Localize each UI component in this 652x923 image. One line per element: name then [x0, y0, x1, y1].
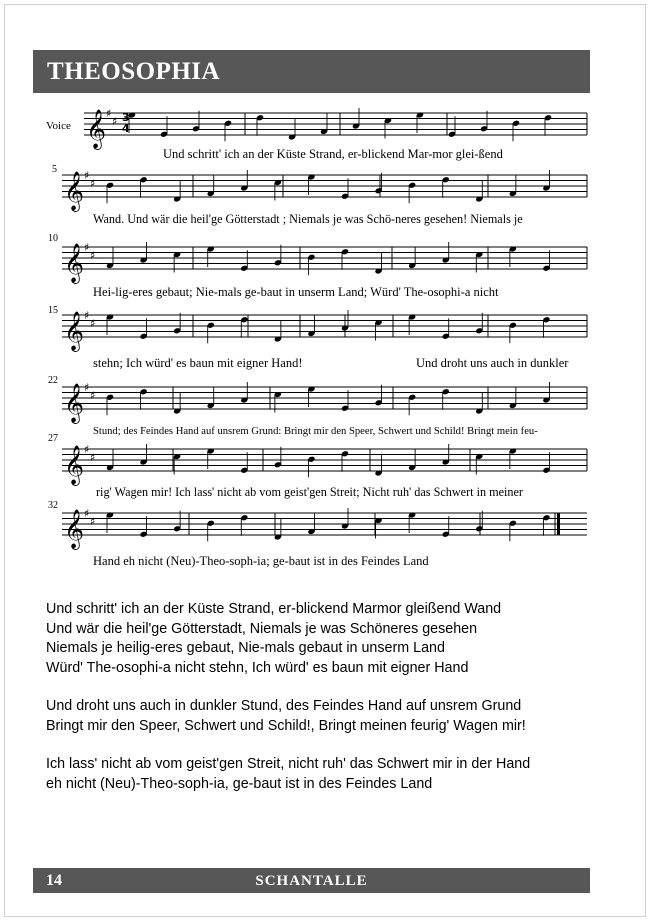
score-lyric-line: stehn; Ich würd' es baun mit eigner Hand! [93, 356, 303, 370]
voice-label: Voice [46, 120, 71, 132]
sharp-icon: ♯ [84, 169, 90, 182]
sharp-icon: ♯ [90, 451, 96, 464]
sharp-icon: ♯ [84, 443, 90, 456]
measure-number: 10 [48, 233, 58, 244]
score-lyric-line: Und schritt' ich an der Küste Strand, er-blickend Mar-mor glei-ßend [163, 147, 503, 161]
score-lyric-line: Wand. Und wär die heil'ge Götterstadt ; Niemals je was Schö-neres gesehen! Niemals je [93, 212, 523, 226]
sharp-icon: ♯ [90, 389, 96, 402]
sharp-icon: ♯ [84, 507, 90, 520]
lyrics-stanza [46, 697, 530, 736]
treble-clef-icon: 𝄞 [64, 509, 85, 549]
measure-number: 22 [48, 375, 58, 386]
sharp-icon: ♯ [84, 309, 90, 322]
footer-title: SCHANTALLE [255, 873, 368, 889]
footer-bar [33, 868, 590, 893]
measure-number: 32 [48, 500, 58, 511]
measure-number: 15 [48, 305, 58, 316]
treble-clef-icon: 𝄞 [64, 445, 85, 485]
lyrics-line: Würd' The-osophi-a nicht stehn, Ich würd' es baun mit eigner Hand [46, 659, 469, 676]
score-lyric-line: rig' Wagen mir! Ich lass' nicht ab vom geist'gen Streit; Nicht ruh' das Schwert in meiner [96, 485, 523, 499]
measure-number: 5 [52, 164, 57, 175]
lyrics-text [46, 600, 530, 813]
treble-clef-icon: 𝄞 [64, 171, 85, 211]
measure-number: 27 [48, 433, 58, 444]
lyrics-line: Und wär die heil'ge Götterstadt, Niemals je was Schöneres gesehen [46, 620, 478, 637]
lyrics-line: Und schritt' ich an der Küste Strand, er-blickend Marmor gleißend Wand [46, 601, 502, 617]
sharp-icon: ♯ [84, 381, 90, 394]
lyrics-line: Bringt mir den Speer, Schwert und Schild!, Bringt meinen feurig' Wagen mir! [46, 717, 526, 734]
page-number: 14 [46, 872, 62, 889]
lyrics-stanza [46, 755, 530, 794]
treble-clef-icon: 𝄞 [64, 311, 85, 351]
lyrics-stanza [46, 600, 530, 678]
page-title: THEOSOPHIA [47, 58, 221, 85]
score-lyric-line: Hei-lig-eres gebaut; Nie-mals ge-baut in unserm Land; Würd' The-osophi-a nicht [93, 285, 499, 299]
time-signature: 4 [122, 122, 130, 135]
score-lyric-line: Stund; des Feindes Hand auf unsrem Grund: Bringt mir den Speer, Schwert und Schild! Bringt mein feu- [93, 426, 538, 437]
sharp-icon: ♯ [84, 241, 90, 254]
score-lyric-line: Hand eh nicht (Neu)-Theo-soph-ia; ge-baut ist in des Feindes Land [93, 554, 429, 568]
lyrics-line: Ich lass' nicht ab vom geist'gen Streit, nicht ruh' das Schwert mir in der Hand [46, 756, 531, 772]
treble-clef-icon: 𝄞 [86, 109, 107, 149]
time-signature: 3 [122, 111, 130, 124]
score-lyric-line: Und droht uns auch in dunkler [416, 356, 569, 370]
treble-clef-icon: 𝄞 [64, 383, 85, 423]
sharp-icon: ♯ [90, 515, 96, 528]
sharp-icon: ♯ [112, 115, 118, 128]
sharp-icon: ♯ [90, 249, 96, 262]
sharp-icon: ♯ [106, 107, 112, 120]
sharp-icon: ♯ [90, 317, 96, 330]
lyrics-line: Und droht uns auch in dunkler Stund, des Feindes Hand auf unsrem Grund [46, 698, 522, 714]
sharp-icon: ♯ [90, 177, 96, 190]
lyrics-line: Niemals je heilig-eres gebaut, Nie-mals gebaut in unserm Land [46, 640, 445, 656]
final-bar-line [557, 513, 560, 535]
lyrics-line: eh nicht (Neu)-Theo-soph-ia, ge-baut ist in des Feindes Land [46, 775, 433, 792]
treble-clef-icon: 𝄞 [64, 243, 85, 283]
